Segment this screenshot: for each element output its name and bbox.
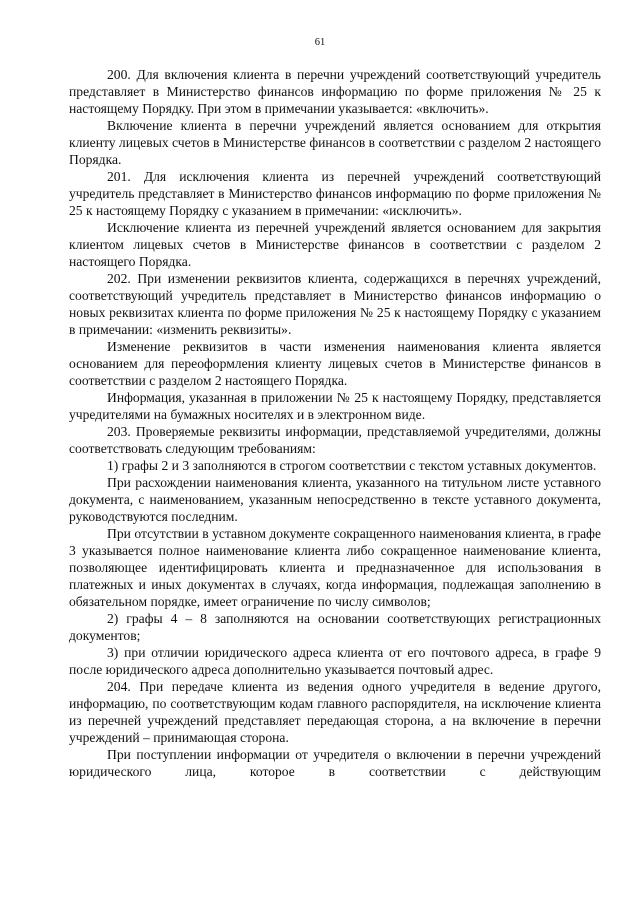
paragraph-item-2: 2) графы 4 – 8 заполняются на основании соответствующих регистрационных документов; [69, 611, 601, 643]
paragraph-item-3: 3) при отличии юридического адреса клиента от его почтового адреса, в графе 9 после юридического адреса дополнительно указывается почтовый адрес. [69, 645, 601, 677]
paragraph-203: 203. Проверяемые реквизиты информации, представляемой учредителями, должны соответствовать следующим требованиям: [69, 424, 601, 456]
paragraph-name-discrepancy: При расхождении наименования клиента, указанного на титульном листе уставного документа, с наименованием, указанным непосредственно в тексте уставного документа, руководствуются последним. [69, 475, 601, 524]
paragraph-short-name: При отсутствии в уставном документе сокращенного наименования клиента, в графе 3 указывается полное наименование клиента либо сокращенное наименование клиента, позволяющее идентифицировать клиента и предназначенное для использования в платежных и иных документах в случаях, когда информация, подлежащая заполнению в обязательном порядке, имеет ограничение по числу символов; [69, 526, 601, 609]
paragraph-item-1: 1) графы 2 и 3 заполняются в строгом соответствии с текстом уставных документов. [107, 458, 597, 473]
paragraph-201: 201. Для исключения клиента из перечней учреждений соответствующий учредитель представляет в Министерство финансов информацию по форме приложения № 25 к настоящему Порядку с указанием в примечании: «исключить». [69, 169, 601, 218]
paragraph-information-format: Информация, указанная в приложении № 25 к настоящему Порядку, представляется учредителями на бумажных носителях и в электронном виде. [69, 390, 601, 422]
document-body [69, 66, 601, 780]
paragraph-exclusion-basis: Исключение клиента из перечней учреждений является основанием для закрытия клиентом лицевых счетов в Министерстве финансов в соответствии с разделом 2 настоящего Порядка. [69, 220, 601, 269]
paragraph-requisites-change: Изменение реквизитов в части изменения наименования клиента является основанием для переоформления клиенту лицевых счетов в Министерстве финансов в соответствии с разделом 2 настоящего Порядка. [69, 339, 601, 388]
paragraph-continuation: При поступлении информации от учредителя о включении в перечни учреждений юридического лица, которое в соответствии с действующим [69, 747, 601, 779]
paragraph-204: 204. При передаче клиента из ведения одного учредителя в ведение другого, информацию, по соответствующим кодам главного распорядителя, на исключение клиента из перечней учреждений представляет передающая сторона, а на включение в перечни учреждений – принимающая сторона. [69, 679, 601, 745]
paragraph-202: 202. При изменении реквизитов клиента, содержащихся в перечнях учреждений, соответствующий учредитель представляет в Министерство финансов информацию о новых реквизитах клиента по форме приложения № 25 к настоящему Порядку с указанием в примечании: «изменить реквизиты». [69, 271, 601, 337]
paragraph-200: 200. Для включения клиента в перечни учреждений соответствующий учредитель представляет в Министерство финансов информацию по форме приложения № 25 к настоящему Порядку. При этом в примечании указывается: «включить». [69, 67, 601, 116]
page-number: 61 [314, 37, 326, 48]
paragraph-inclusion-basis: Включение клиента в перечни учреждений является основанием для открытия клиенту лицевых счетов в Министерстве финансов в соответствии с разделом 2 настоящего Порядка. [69, 118, 601, 167]
